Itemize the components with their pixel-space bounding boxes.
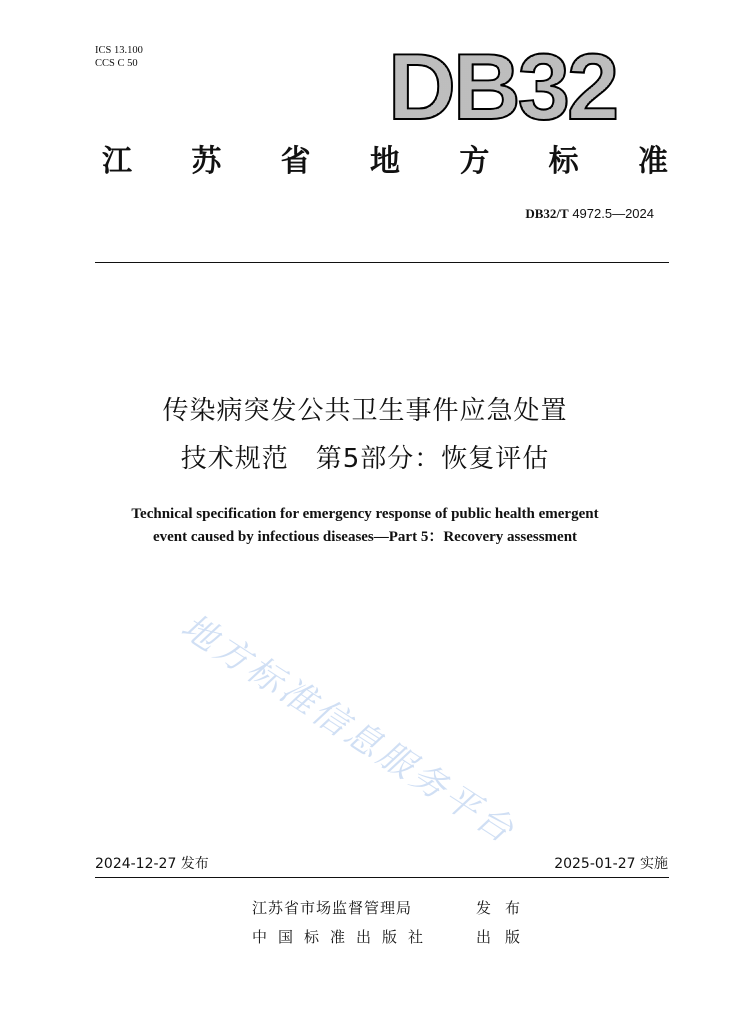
db32-logo: DB32	[388, 34, 617, 139]
watermark: 地方标准信息服务平台	[173, 606, 523, 853]
header-divider	[95, 262, 669, 263]
publisher-action: 出版	[476, 928, 535, 946]
english-title-line-2: event caused by infectious diseases—Part 5：Recovery assessment	[152, 529, 578, 545]
publisher-name: 江苏省市场监督管理局	[252, 899, 413, 917]
standard-code	[525, 205, 654, 224]
standard-type-heading	[102, 142, 668, 182]
heading-char: 江	[102, 144, 132, 179]
standard-code-prefix: DB32/T	[525, 206, 569, 221]
heading-char: 省	[280, 144, 311, 179]
chinese-title-line-1: 传染病突发公共卫生事件应急处置	[162, 396, 568, 426]
heading-char: 地	[369, 144, 400, 179]
publisher-row	[252, 898, 534, 918]
publisher-row	[252, 927, 534, 947]
heading-char: 方	[459, 144, 490, 179]
ics-code: ICS 13.100	[95, 45, 143, 56]
ccs-code: CCS C 50	[95, 58, 138, 69]
standard-code-number: 4972.5—2024	[568, 206, 654, 221]
publisher-action: 发布	[476, 899, 535, 917]
footer-divider	[95, 877, 669, 878]
heading-char: 标	[548, 144, 579, 179]
implementation-date: 2025-01-27 实施	[554, 856, 668, 872]
heading-char: 苏	[191, 144, 222, 179]
publisher-name: 中国标准出版社	[252, 928, 435, 946]
chinese-title-line-2: 技术规范 第5部分：恢复评估	[180, 444, 550, 474]
english-title-line-1: Technical specification for emergency response of public health emergent	[131, 506, 599, 522]
classification-codes	[95, 44, 143, 70]
issue-date: 2024-12-27 发布	[95, 856, 209, 872]
heading-char: 准	[637, 144, 668, 179]
